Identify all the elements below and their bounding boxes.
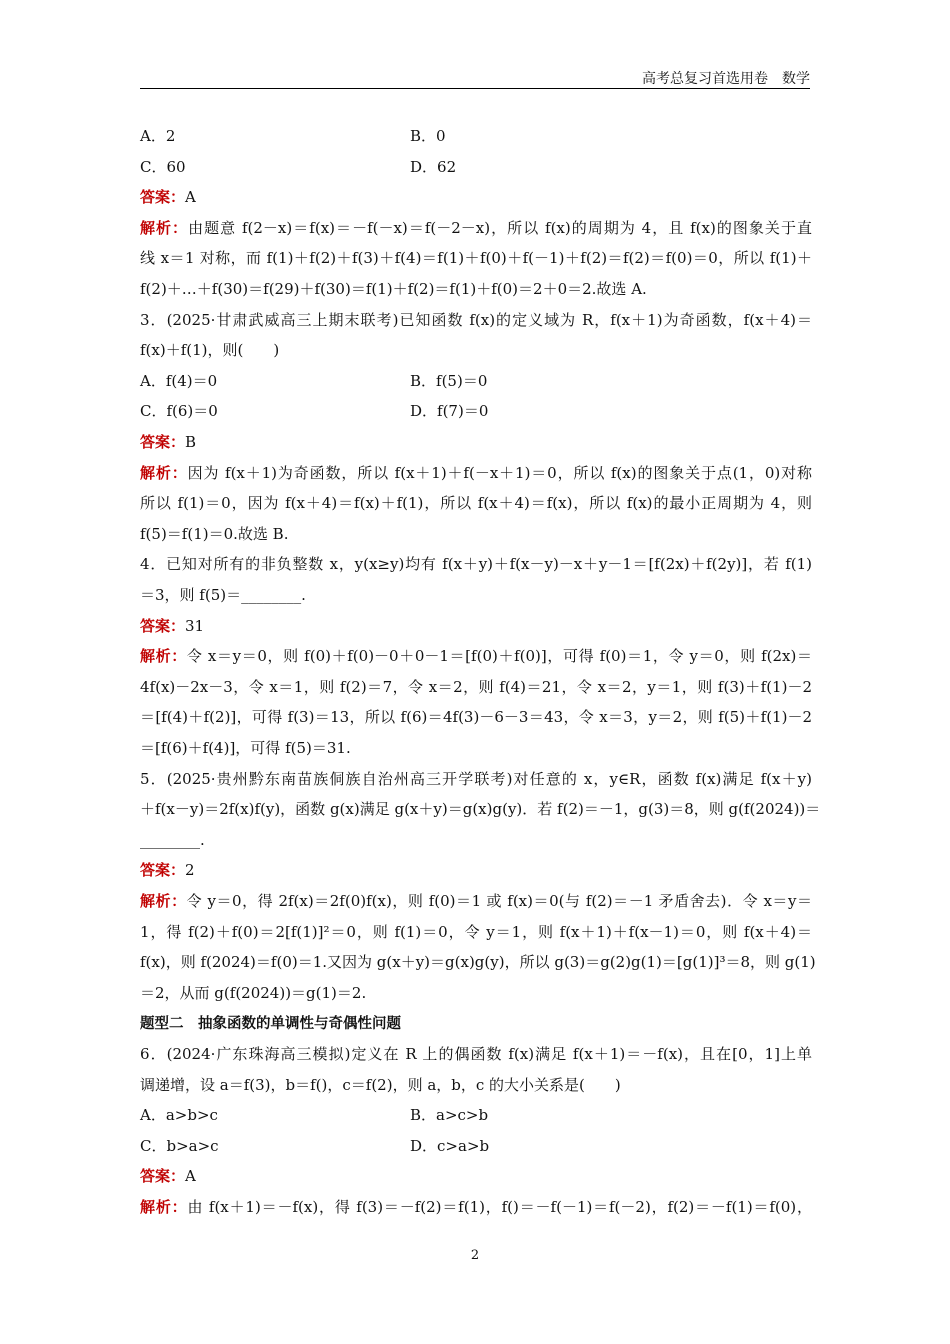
line-text: 令 x＝y＝0，则 f(0)＋f(0)－0＋0－1＝[f(0)＋f(0)]，可得 f(0)＝1，令 y＝0，则 f(2x)＝ [186,647,812,666]
text-line [140,493,812,513]
answer-label: 答案： [140,861,186,880]
line-text: ＝3，则 f(5)＝________. [140,586,306,604]
text-line [140,524,812,544]
text-line [140,738,812,758]
line-text: 调递增，设 a＝f(3)，b＝f()，c＝f(2)，则 a，b，c 的大小关系是( ) [140,1075,621,1094]
line-text: B [185,433,197,451]
text-line [140,983,812,1003]
text-line [140,157,812,177]
option-choice: D．f(7)＝0 [410,402,489,421]
text-line [140,340,812,360]
answer-label: 解析： [140,1198,188,1216]
text-line [140,1044,812,1064]
line-text: A [185,188,196,207]
line-text: f(5)＝f(1)＝0.故选 B. [140,524,289,543]
answer-label: 解析： [140,892,187,910]
line-text: 6．(2024·广东珠海高三模拟)定义在 R 上的偶函数 f(x)满足 f(x＋1)＝－f(x)，且在[0，1]上单 [140,1045,812,1063]
text-line [140,187,812,207]
line-text: 所以 f(1)＝0，因为 f(x＋4)＝f(x)＋f(1)，所以 f(x＋4)＝f(x)，所以 f(x)的最小正周期为 4，则 [140,494,812,513]
text-line [140,1013,812,1034]
answer-label: 解析： [140,463,188,482]
text-line [140,860,812,880]
line-text: 因为 f(x＋1)为奇函数，所以 f(x＋1)＋f(－x＋1)＝0，所以 f(x)的图象关于点(1，0)对称 [187,463,812,482]
text-line [140,677,812,697]
text-line [140,707,812,727]
option-choice: C．60 [140,157,186,176]
line-text: f(x)＋f(1)，则( ) [140,341,280,360]
answer-label: 答案： [140,616,186,635]
option-choice: B．f(5)＝0 [410,371,488,390]
text-line [140,126,812,146]
option-choice: A．a>b>c [140,1106,218,1125]
line-text: ＝2，从而 g(f(2024))＝g(1)＝2. [140,983,367,1002]
line-text: 4f(x)－2x－3，令 x＝1，则 f(2)＝7，令 x＝2，则 f(4)＝21，令 x＝2，y＝1，则 f(3)＋f(1)－2 [140,677,812,696]
text-line [140,769,812,789]
text-line [140,830,812,850]
line-text: ＝[f(4)＋f(2)]，可得 f(3)＝13，所以 f(6)＝4f(3)－6－3＝43，令 x＝3，y＝2，则 f(5)＋f(1)－2 [140,708,812,727]
answer-label: 答案： [140,188,186,207]
text-line [140,646,812,666]
page-header [140,66,810,89]
text-line [140,401,812,421]
line-text: 2 [185,861,195,880]
option-choice: C．f(6)＝0 [140,402,218,421]
text-line [140,1075,812,1095]
header-text: 高考总复习首选用卷 数学 [642,71,810,87]
text-line [140,952,816,972]
text-line [140,432,812,452]
option-choice: B．0 [410,127,446,145]
text-line [140,1166,812,1186]
line-text: 1，得 f(2)＋f(0)＝2[f(1)]²＝0，则 f(1)＝0，令 y＝1，则 f(x＋1)＋f(x－1)＝0，则 f(x＋4)＝ [140,922,812,941]
option-choice: A．2 [140,127,176,145]
line-text: 令 y＝0，得 2f(x)＝2f(0)f(x)，则 f(0)＝1 或 f(x)＝0(与 f(2)＝－1 矛盾舍去)．令 x＝y＝ [186,892,812,910]
text-line [140,554,812,574]
line-text: A [185,1167,196,1186]
answer-label: 答案： [140,1167,186,1186]
line-text: f(2)＋…＋f(30)＝f(29)＋f(30)＝f(1)＋f(2)＝f(1)＋f(0)＝2＋0＝2.故选 A. [140,280,647,298]
line-text: ________. [140,830,205,849]
line-text: 3．(2025·甘肃武威高三上期末联考)已知函数 f(x)的定义域为 R，f(x＋1)为奇函数，f(x＋4)＝ [140,310,812,329]
option-choice: D．62 [410,157,457,176]
line-text: 由题意 f(2－x)＝f(x)＝－f(－x)＝f(－2－x)，所以 f(x)的周期为 4，且 f(x)的图象关于直 [188,218,812,237]
page-number: 2 [470,1248,480,1263]
section-heading: 题型二 抽象函数的单调性与奇偶性问题 [140,1016,401,1033]
text-line [140,463,812,483]
text-line [140,248,812,268]
line-text: ＋f(x－y)＝2f(x)f(y)，函数 g(x)满足 g(x＋y)＝g(x)g(y)．若 f(2)＝－1，g(3)＝8，则 g(f(2024))＝ [140,800,821,819]
text-line [140,310,812,330]
line-text: 31 [185,616,205,635]
answer-label: 答案： [140,433,186,451]
text-line [140,1197,812,1217]
line-text: f(x)，则 f(2024)＝f(0)＝1.又因为 g(x＋y)＝g(x)g(y)，所以 g(3)＝g(2)g(1)＝[g(1)]³＝8，则 g(1) [140,953,816,972]
option-choice: A．f(4)＝0 [140,371,218,390]
text-line [140,922,812,942]
line-text: ＝[f(6)＋f(4)]，可得 f(5)＝31. [140,739,351,757]
option-choice: D．c>a>b [410,1136,490,1155]
option-choice: B．a>c>b [410,1106,489,1125]
line-text: 由 f(x＋1)＝－f(x)，得 f(3)＝－f(2)＝f(1)，f()＝－f(－1)＝f(－2)，f(2)＝－f(1)＝f(0)， [187,1198,812,1216]
text-line [140,616,812,636]
option-choice: C．b>a>c [140,1136,219,1155]
line-text: 5．(2025·贵州黔东南苗族侗族自治州高三开学联考)对任意的 x，y∈R，函数 f(x)满足 f(x＋y) [140,769,812,788]
answer-label: 解析： [140,647,187,666]
line-text: 线 x＝1 对称，而 f(1)＋f(2)＋f(3)＋f(4)＝f(1)＋f(0)＋f(－1)＋f(2)＝f(2)＝f(0)＝0，所以 f(1)＋ [140,249,812,268]
answer-label: 解析： [140,218,189,237]
text-line [140,371,812,391]
text-line [140,1105,812,1125]
text-line [140,585,812,605]
text-line [140,279,812,299]
line-text: 4．已知对所有的非负整数 x，y(x≥y)均有 f(x＋y)＋f(x－y)－x＋y－1＝[f(2x)＋f(2y)]，若 f(1) [140,555,812,574]
text-line [140,1136,812,1156]
text-line [140,799,821,819]
text-line [140,891,812,911]
text-line [140,218,812,238]
